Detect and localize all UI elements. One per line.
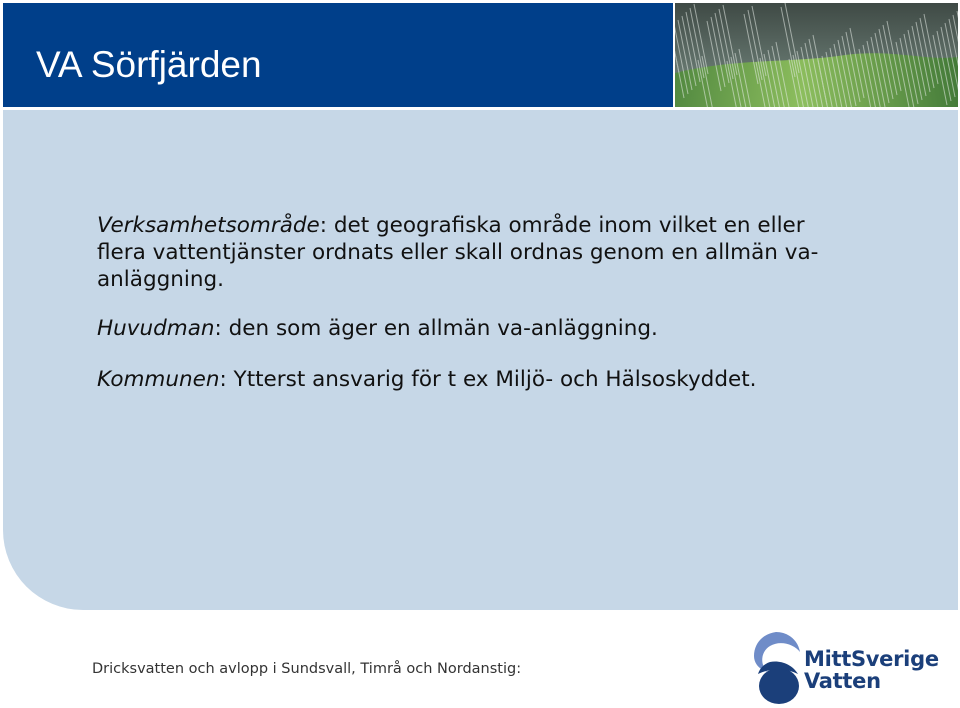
footer-text: Dricksvatten och avlopp i Sundsvall, Timrå och Nordanstig: (92, 661, 522, 677)
slide-body (97, 212, 917, 393)
water-drop-logo-icon (752, 630, 802, 706)
definition-text: : den som äger en allmän va-anläggning. (214, 316, 658, 341)
header-band (3, 3, 673, 107)
mittsverige-vatten-logo (752, 630, 952, 706)
definition-kommunen (97, 366, 917, 393)
rain-photo-graphic (675, 3, 958, 107)
rain-over-grass-photo (675, 3, 958, 107)
logo-wordmark (804, 648, 939, 692)
logo-line-2: Vatten (804, 669, 881, 693)
definition-verksamhetsomrade (97, 212, 857, 293)
definition-text: : det geografiska område inom vilket en eller flera vattentjänster ordnats eller skall ordnas genom en allmän va-anläggning. (97, 213, 819, 292)
definition-text: : Ytterst ansvarig för t ex Miljö- och Hälsoskyddet. (219, 367, 757, 392)
logo-line-1: MittSverige (804, 647, 939, 671)
term-label: Verksamhetsområde (97, 213, 320, 238)
term-label: Huvudman (97, 316, 215, 341)
definition-huvudman (97, 315, 917, 342)
slide-title: VA Sörfjärden (36, 44, 262, 85)
term-label: Kommunen (97, 367, 220, 392)
